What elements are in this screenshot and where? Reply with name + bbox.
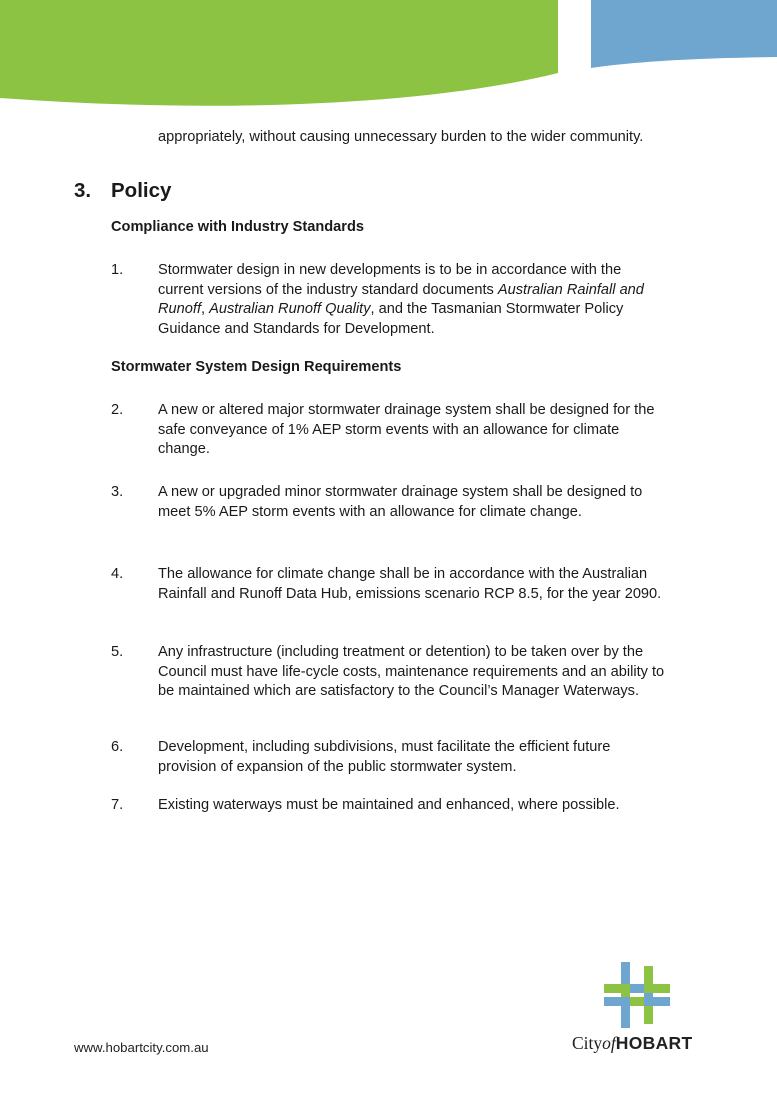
item-text: Stormwater design in new developments is to be in accordance with the current versions of the industry standard documents Australian Rainfall and Runoff, Australian Runoff Quality, and the Tasmanian Stormwater Policy Guidance and Standards for Development.	[158, 262, 644, 337]
item-text: A new or altered major stormwater drainage system shall be designed for the safe conveyance of 1% AEP storm events with an allowance for climate change.	[158, 402, 655, 457]
item-number: 4.	[111, 566, 124, 582]
footer-website-link[interactable]: www.hobartcity.com.au	[74, 1040, 209, 1055]
item-text: Existing waterways must be maintained and enhanced, where possible.	[158, 797, 620, 813]
blue-swoosh	[591, 0, 777, 68]
subsection-heading-compliance: Compliance with Industry Standards	[111, 219, 364, 235]
policy-item-2	[111, 401, 666, 460]
item-number: 5.	[111, 644, 124, 660]
logo-city-text: City	[572, 1033, 603, 1053]
policy-item-1	[111, 261, 666, 339]
logo-hobart-text: HOBART	[615, 1033, 693, 1053]
policy-item-3	[111, 483, 666, 522]
green-swoosh	[0, 0, 558, 106]
section-heading	[74, 178, 171, 204]
item-text: A new or upgraded minor stormwater drainage system shall be designed to meet 5% AEP storm events with an allowance for climate change.	[158, 484, 643, 520]
section-number: 3.	[74, 179, 92, 202]
item-text: Development, including subdivisions, must facilitate the efficient future provision of expansion of the public stormwater system.	[158, 739, 611, 775]
city-of-hobart-logo	[570, 960, 710, 1060]
policy-item-4	[111, 565, 666, 604]
policy-item-7	[111, 796, 666, 816]
item-number: 2.	[111, 402, 124, 418]
continuation-paragraph: appropriately, without causing unnecessary burden to the wider community.	[158, 129, 644, 145]
item-number: 7.	[111, 797, 124, 813]
document-title-arr: Australian Rainfall and Runoff	[158, 281, 644, 317]
item-text: Any infrastructure (including treatment or detention) to be taken over by the Council must have life-cycle costs, maintenance requirements and an ability to be maintained which are satisfactory to the Council’s Manager Waterways.	[158, 644, 665, 699]
logo-wordmark	[572, 1032, 692, 1054]
section-title: Policy	[111, 179, 172, 202]
header-banner-graphic	[0, 0, 777, 115]
item-number: 3.	[111, 484, 124, 500]
subsection-heading-design-requirements: Stormwater System Design Requirements	[111, 359, 402, 375]
item-text: The allowance for climate change shall be in accordance with the Australian Rainfall and Runoff Data Hub, emissions scenario RCP 8.5, for the year 2090.	[158, 566, 662, 602]
policy-item-5	[111, 643, 666, 702]
logo-of-text: of	[602, 1033, 616, 1053]
item-number: 6.	[111, 739, 124, 755]
item-number: 1.	[111, 262, 124, 278]
document-title-arq: Australian Runoff Quality	[209, 301, 371, 317]
policy-item-6	[111, 738, 666, 777]
city-of-hobart-cross-logo-icon	[604, 962, 670, 1028]
